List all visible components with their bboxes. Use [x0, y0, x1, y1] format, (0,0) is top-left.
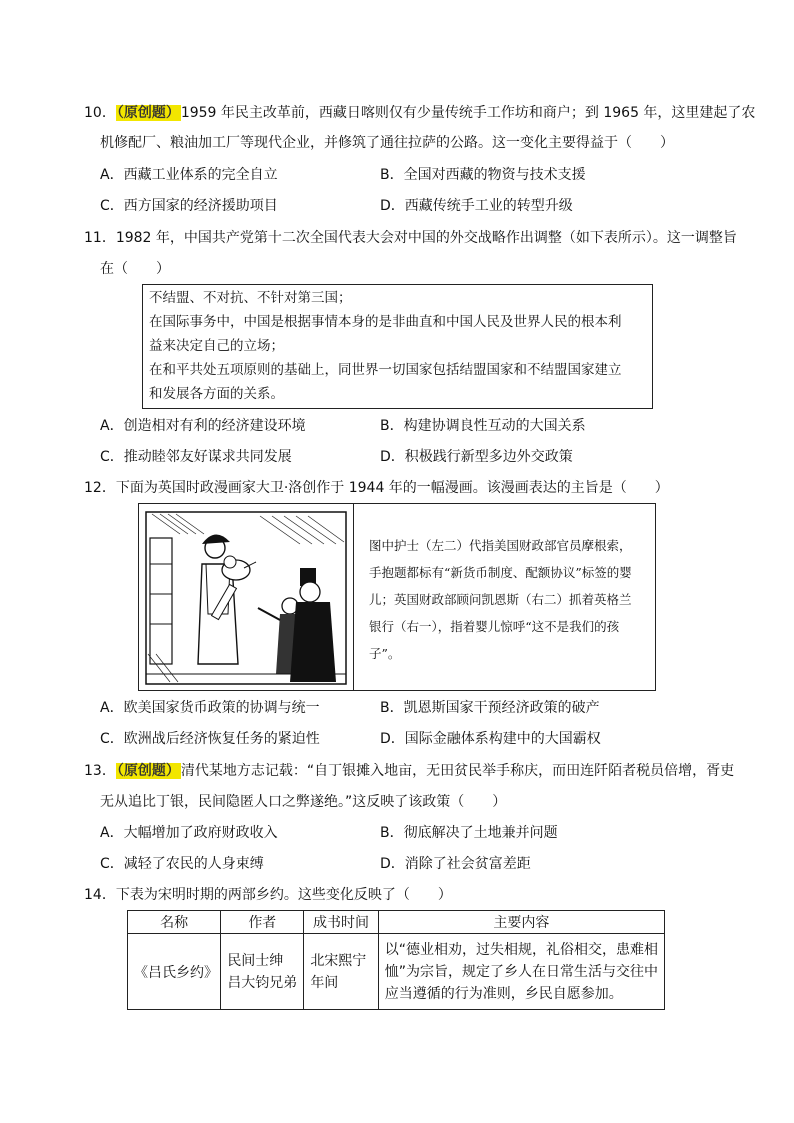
q12-option-c: C．欧洲战后经济恢复任务的紧迫性 [100, 731, 320, 747]
q12-option-d: D．国际金融体系构建中的大国霸权 [380, 731, 601, 747]
q12-stem-line [84, 478, 669, 498]
q10-tag: （原创题） [116, 105, 180, 121]
cell-time [304, 934, 378, 1010]
cell-content [378, 934, 664, 1010]
q10-option-a: A．西藏工业体系的完全自立 [100, 167, 278, 183]
q14-number: 14． [84, 887, 116, 903]
q13-option-b: B．彻底解决了土地兼并问题 [380, 825, 558, 841]
cartoon-illustration [140, 504, 354, 690]
q12-cartoon-figure [138, 503, 656, 691]
q14-table [127, 910, 665, 1010]
q13-stem-line1 [84, 761, 734, 781]
q12-caption-line1: 图中护士（左二）代指美国财政部官员摩根索， [369, 538, 632, 553]
q11-stem-text1: 1982 年，中国共产党第十二次全国代表大会对中国的外交战略作出调整（如下表所示）。这一调整旨 [115, 230, 737, 246]
header-time: 成书时间 [304, 911, 378, 934]
q11-box-line2: 在国际事务中，中国是根据事情本身的是非曲直和中国人民及世界人民的根本利 [149, 314, 622, 330]
q12-caption-line2: 手抱题都标有“新货币制度、配额协议”标签的婴 [369, 565, 632, 580]
q13-tag: （原创题） [116, 763, 180, 779]
cartoon-divider [353, 504, 354, 690]
q13-stem-line2: 无从追比丁银，民间隐匿人口之弊遂绝。”这反映了该政策（ ） [100, 794, 507, 810]
q12-caption-line5: 子”。 [369, 646, 401, 661]
content-line3: 应当遵循的行为准则，乡民自愿参加。 [384, 985, 623, 1002]
q12-option-b: B．凯恩斯国家干预经济政策的破产 [380, 700, 600, 716]
q10-option-b: B．全国对西藏的物资与技术支援 [380, 167, 586, 183]
time-line2: 年间 [310, 974, 339, 991]
header-author: 作者 [221, 911, 304, 934]
q11-option-d: D．积极践行新型多边外交政策 [380, 449, 573, 465]
q12-number: 12． [84, 480, 116, 496]
cell-author [221, 934, 304, 1010]
content-line2: 恤”为宗旨，规定了乡人在日常生活与交往中 [384, 963, 658, 980]
q12-stem-text: 下面为英国时政漫画家大卫·洛创作于 1944 年的一幅漫画。该漫画表达的主旨是（ ） [115, 480, 669, 496]
q13-option-a: A．大幅增加了政府财政收入 [100, 825, 278, 841]
q11-option-c: C．推动睦邻友好谋求共同发展 [100, 449, 292, 465]
q10-stem-line1 [84, 103, 755, 123]
q11-option-b: B．构建协调良性互动的大国关系 [380, 418, 586, 434]
header-content: 主要内容 [378, 911, 664, 934]
q13-number: 13． [84, 763, 116, 779]
q11-box-line4: 在和平共处五项原则的基础上，同世界一切国家包括结盟国家和不结盟国家建立 [149, 362, 622, 378]
q13-option-d: D．消除了社会贫富差距 [380, 856, 531, 872]
q10-option-c: C．西方国家的经济援助项目 [100, 198, 278, 214]
content-line1: 以“德业相劝，过失相规，礼俗相交，患难相 [384, 941, 658, 958]
q10-stem-text1: 1959 年民主改革前，西藏日喀则仅有少量传统手工作坊和商户；到 1965 年，这里建起了农 [180, 105, 756, 121]
q11-box-line3: 益来决定自己的立场； [149, 338, 284, 354]
q13-stem-text1: 清代某地方志记载：“自丁银摊入地亩，无田贫民举手称庆，而田连阡陌者税员倍增，胥吏 [180, 763, 735, 779]
q11-box-line1: 不结盟、不对抗、不针对第三国； [149, 290, 352, 306]
header-name: 名称 [128, 911, 221, 934]
q13-option-c: C．减轻了农民的人身束缚 [100, 856, 264, 872]
q11-option-a: A．创造相对有利的经济建设环境 [100, 418, 306, 434]
author-line1: 民间士绅 [227, 952, 284, 969]
q12-option-a: A．欧美国家货币政策的协调与统一 [100, 700, 320, 716]
q11-stem-line2: 在（ ） [100, 261, 170, 277]
time-line1: 北宋熙宁 [310, 952, 367, 969]
q12-caption-line3: 儿；英国财政部顾问凯恩斯（右二）抓着英格兰 [369, 592, 632, 607]
author-line2: 吕大钧兄弟 [227, 974, 298, 991]
q12-caption-line4: 银行（右一），指着婴儿惊呼“这不是我们的孩 [369, 619, 620, 634]
table-row [128, 934, 665, 1010]
q10-option-d: D．西藏传统手工业的转型升级 [380, 198, 573, 214]
cell-name: 《吕氏乡约》 [128, 934, 221, 1010]
q11-quote-box [142, 284, 653, 409]
table-header-row [128, 911, 665, 934]
q10-number: 10． [84, 105, 116, 121]
q10-stem-line2: 机修配厂、粮油加工厂等现代企业，并修筑了通往拉萨的公路。这一变化主要得益于（ ） [100, 135, 674, 151]
q14-stem-line [84, 885, 452, 905]
q11-stem-line1 [84, 228, 737, 248]
q11-box-line5: 和发展各方面的关系。 [149, 386, 284, 402]
q14-stem-text: 下表为宋明时期的两部乡约。这些变化反映了（ ） [115, 887, 452, 903]
q11-number: 11． [84, 230, 116, 246]
